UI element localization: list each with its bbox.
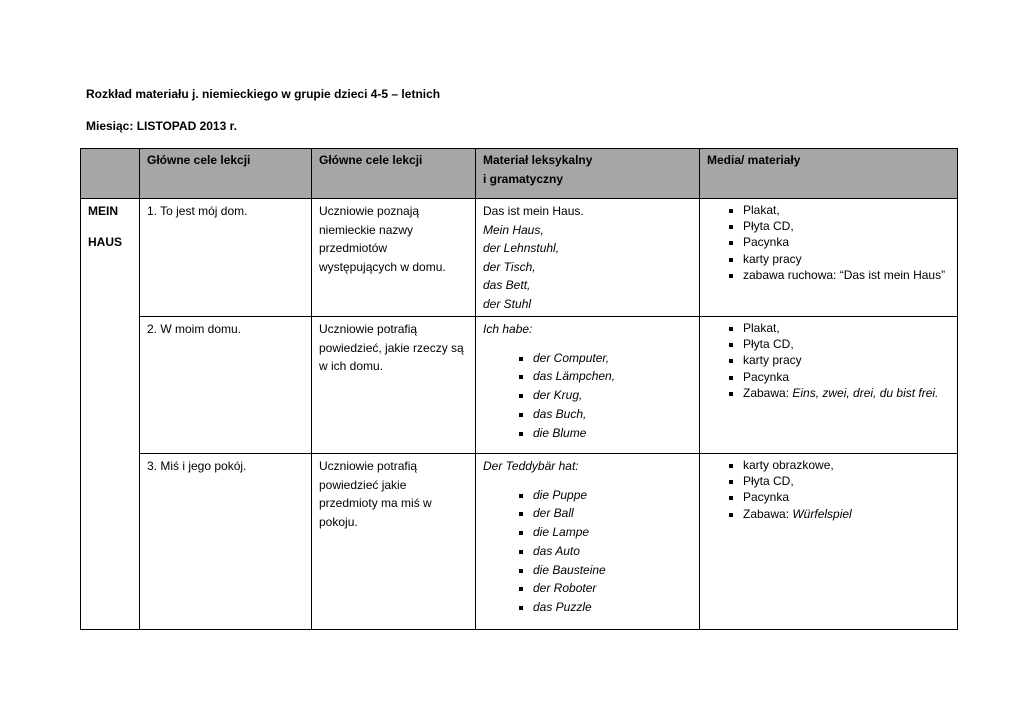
goal-line: Uczniowie potrafią bbox=[319, 459, 418, 473]
goal-line: przedmiotów bbox=[319, 241, 388, 255]
lesson-cell: 1. To jest mój dom. bbox=[140, 199, 312, 317]
lexical-item: ▪ die Blume bbox=[533, 424, 692, 443]
media-item: ▪ Płyta CD, bbox=[743, 218, 950, 234]
lexical-line: der Lehnstuhl, bbox=[483, 241, 560, 255]
table-header-row bbox=[81, 149, 958, 199]
lesson-cell: 2. W moim domu. bbox=[140, 317, 312, 454]
media-item: ▪ Plakat, bbox=[743, 202, 950, 218]
header-media: Media/ materiały bbox=[700, 149, 958, 199]
section-label-line-2: HAUS bbox=[88, 234, 123, 249]
goal-line: powiedzieć jakie bbox=[319, 477, 407, 492]
lexical-cell bbox=[476, 454, 700, 630]
media-item: ▪ Plakat, bbox=[743, 320, 950, 336]
header-lesson: Główne cele lekcji bbox=[140, 149, 312, 199]
media-item: ▪ Płyta CD, bbox=[743, 473, 950, 489]
lesson-plan-table bbox=[80, 148, 958, 630]
lexical-item: ▪ das Auto bbox=[533, 542, 692, 561]
section-label-line-1: MEIN bbox=[88, 204, 118, 218]
header-section bbox=[81, 149, 140, 199]
document-title: Rozkład materiału j. niemieckiego w grupie dzieci 4-5 – letnich bbox=[86, 87, 441, 101]
table-row bbox=[81, 317, 958, 454]
goal-line: niemieckie nazwy bbox=[319, 222, 414, 237]
media-cell bbox=[700, 317, 958, 454]
lexical-item: ▪ das Puzzle bbox=[533, 598, 692, 617]
lexical-line: Mein Haus, bbox=[483, 222, 544, 237]
media-item: ▪ Zabawa: Eins, zwei, drei, du bist frei. bbox=[743, 385, 950, 401]
lexical-item: ▪ die Puppe bbox=[533, 486, 692, 505]
media-item: ▪ karty obrazkowe, bbox=[743, 457, 950, 473]
media-list bbox=[707, 320, 950, 401]
lesson-cell: 3. Miś i jego pokój. bbox=[140, 454, 312, 630]
lexical-item: ▪ das Lämpchen, bbox=[533, 367, 692, 386]
media-item: ▪ karty pracy bbox=[743, 352, 950, 368]
media-cell bbox=[700, 199, 958, 317]
goal-line: powiedzieć, jakie rzeczy są bbox=[319, 340, 464, 355]
lexical-item: ▪ der Roboter bbox=[533, 579, 692, 598]
lexical-intro: Ich habe: bbox=[483, 322, 533, 336]
media-list bbox=[707, 202, 950, 283]
media-item: ▪ Zabawa: Würfelspiel bbox=[743, 506, 950, 522]
lexical-item: ▪ der Ball bbox=[533, 504, 692, 523]
media-item: ▪ karty pracy bbox=[743, 251, 950, 267]
header-lexical bbox=[476, 149, 700, 199]
goal-cell bbox=[312, 317, 476, 454]
goal-line: Uczniowie poznają bbox=[319, 204, 420, 218]
lexical-item: ▪ die Lampe bbox=[533, 523, 692, 542]
goal-line: Uczniowie potrafią bbox=[319, 322, 418, 336]
lexical-intro: Der Teddybär hat: bbox=[483, 459, 579, 473]
lexical-item: ▪ der Krug, bbox=[533, 386, 692, 405]
lexical-line: der Tisch, bbox=[483, 259, 536, 274]
goal-line: w ich domu. bbox=[319, 359, 384, 373]
goal-line: przedmioty ma miś w bbox=[319, 496, 432, 510]
media-item: ▪ zabawa ruchowa: “Das ist mein Haus” bbox=[743, 267, 950, 283]
lexical-item: ▪ das Buch, bbox=[533, 405, 692, 424]
media-item: ▪ Pacynka bbox=[743, 369, 950, 385]
media-item: ▪ Pacynka bbox=[743, 489, 950, 505]
table-row bbox=[81, 454, 958, 630]
lexical-line: das Bett, bbox=[483, 278, 531, 292]
goal-cell bbox=[312, 199, 476, 317]
lexical-cell bbox=[476, 199, 700, 317]
media-cell bbox=[700, 454, 958, 630]
media-item: ▪ Płyta CD, bbox=[743, 336, 950, 352]
document-month: Miesiąc: LISTOPAD 2013 r. bbox=[86, 119, 237, 133]
section-cell bbox=[81, 199, 140, 630]
lexical-list bbox=[483, 349, 692, 443]
lexical-item: ▪ der Computer, bbox=[533, 349, 692, 368]
lexical-line: der Stuhl bbox=[483, 296, 532, 311]
media-item: ▪ Pacynka bbox=[743, 234, 950, 250]
goal-line: występujących w domu. bbox=[319, 259, 446, 274]
lexical-item: ▪ die Bausteine bbox=[533, 561, 692, 580]
lexical-cell bbox=[476, 317, 700, 454]
header-goal: Główne cele lekcji bbox=[312, 149, 476, 199]
lexical-intro: Das ist mein Haus. bbox=[483, 204, 584, 218]
goal-line: pokoju. bbox=[319, 514, 358, 529]
table-row bbox=[81, 199, 958, 317]
header-lexical-line-1: Materiał leksykalny bbox=[483, 153, 593, 167]
header-lexical-line-2: i gramatyczny bbox=[483, 171, 564, 186]
lexical-list bbox=[483, 486, 692, 618]
goal-cell bbox=[312, 454, 476, 630]
media-list bbox=[707, 457, 950, 522]
